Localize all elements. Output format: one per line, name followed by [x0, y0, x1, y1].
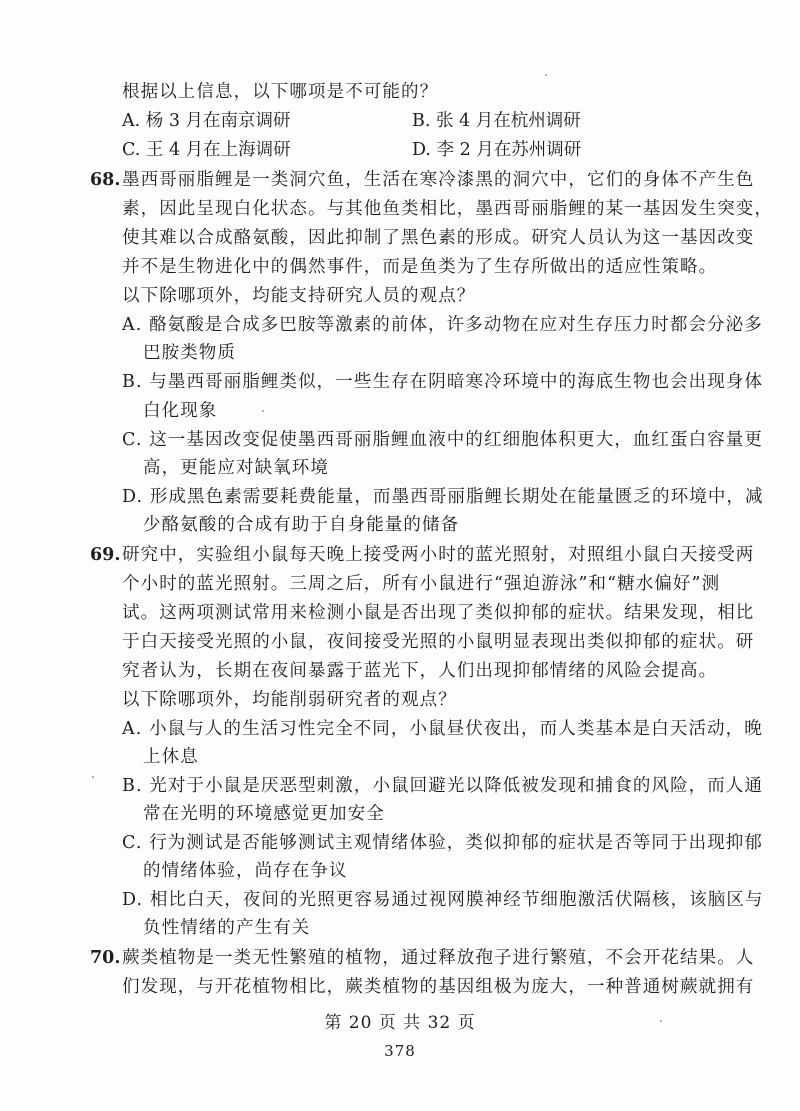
scan-speck — [262, 410, 264, 412]
q67-prompt: 根据以上信息，以下哪项是不可能的？ — [122, 82, 439, 102]
q68-question: 以下除哪项外，均能支持研究人员的观点？ — [122, 286, 476, 306]
q68-option-b: B. 与墨西哥丽脂鲤类似，一些生存在阴暗寒冷环境中的海底生物也会出现身体 — [122, 372, 764, 392]
q70-stem-line: 蕨类植物是一类无性繁殖的植物，通过释放孢子进行繁殖，不会开花结果。人 — [122, 948, 755, 968]
q67-option-c: C. 王 4 月在上海调研 — [122, 140, 291, 160]
q69-stem-line: 究者认为，长期在夜间暴露于蓝光下，人们出现抑郁情绪的风险会提高。 — [122, 661, 718, 681]
scan-speck — [660, 1020, 662, 1022]
q69-number: 69. — [90, 545, 121, 565]
scan-speck — [545, 74, 547, 76]
q68-option-c-cont: 高，更能应对缺氧环境 — [143, 458, 329, 478]
q68-option-a: A. 酪氨酸是合成多巴胺等激素的前体，许多动物在应对生存压力时都会分泌多 — [122, 315, 763, 335]
q68-stem-line: 并不是生物进化中的偶然事件，而是鱼类为了生存所做出的适应性策略。 — [122, 257, 718, 277]
q68-stem-line: 素，因此呈现白化状态。与其他鱼类相比，墨西哥丽脂鲤的某一基因发生突变， — [122, 199, 773, 219]
q68-stem-line: 使其难以合成酪氨酸，因此抑制了黑色素的形成。研究人员认为这一基因改变 — [122, 228, 755, 248]
q69-stem-line: 试。这两项测试常用来检测小鼠是否出现了类似抑郁的症状。结果发现，相比 — [122, 603, 755, 623]
q69-stem-line: 个小时的蓝光照射。三周之后，所有小鼠进行“强迫游泳”和“糖水偏好”测 — [122, 574, 721, 594]
q69-option-d-cont: 负性情绪的产生有关 — [143, 918, 311, 938]
page-number: 378 — [384, 1042, 416, 1060]
q68-option-c: C. 这一基因改变促使墨西哥丽脂鲤血液中的红细胞体积更大，血红蛋白容量更 — [122, 430, 763, 450]
q69-option-d: D. 相比白天，夜间的光照更容易通过视网膜神经节细胞激活伏隔核，该脑区与 — [122, 890, 764, 910]
q68-option-d: D. 形成黑色素需要耗费能量，而墨西哥丽脂鲤长期处在能量匮乏的环境中，减 — [122, 487, 764, 507]
q69-stem-line: 于白天接受光照的小鼠，夜间接受光照的小鼠明显表现出类似抑郁的症状。研 — [122, 632, 755, 652]
q70-number: 70. — [90, 948, 121, 968]
q69-option-a-cont: 上休息 — [143, 747, 199, 767]
q69-option-a: A. 小鼠与人的生活习性完全不同，小鼠昼伏夜出，而人类基本是白天活动，晚 — [122, 719, 763, 739]
page-label: 第 20 页 共 32 页 — [324, 1013, 476, 1033]
scan-speck — [92, 776, 94, 778]
q67-option-a: A. 杨 3 月在南京调研 — [122, 111, 291, 131]
q67-option-d: D. 李 2 月在苏州调研 — [412, 140, 582, 160]
q68-option-d-cont: 少酪氨酸的合成有助于自身能量的储备 — [143, 515, 460, 535]
q67-option-b: B. 张 4 月在杭州调研 — [412, 111, 581, 131]
q69-option-c: C. 行为测试是否能够测试主观情绪体验，类似抑郁的症状是否等同于出现抑郁 — [122, 833, 763, 853]
q69-option-b-cont: 常在光明的环境感觉更加安全 — [143, 804, 385, 824]
q68-stem-line: 墨西哥丽脂鲤是一类洞穴鱼，生活在寒冷漆黑的洞穴中，它们的身体不产生色 — [122, 170, 755, 190]
q69-option-c-cont: 的情绪体验，尚存在争议 — [143, 861, 348, 881]
q69-question: 以下除哪项外，均能削弱研究者的观点？ — [122, 690, 457, 710]
q69-stem-line: 研究中，实验组小鼠每天晚上接受两小时的蓝光照射，对照组小鼠白天接受两 — [122, 545, 755, 565]
q70-stem-line: 们发现，与开花植物相比，蕨类植物的基因组极为庞大，一种普通树蕨就拥有 — [122, 977, 755, 997]
q68-number: 68. — [90, 170, 121, 190]
q68-option-a-cont: 巴胺类物质 — [143, 343, 236, 363]
q68-option-b-cont: 白化现象 — [143, 401, 218, 421]
q69-option-b: B. 光对于小鼠是厌恶型刺激，小鼠回避光以降低被发现和捕食的风险，而人通 — [122, 776, 764, 796]
